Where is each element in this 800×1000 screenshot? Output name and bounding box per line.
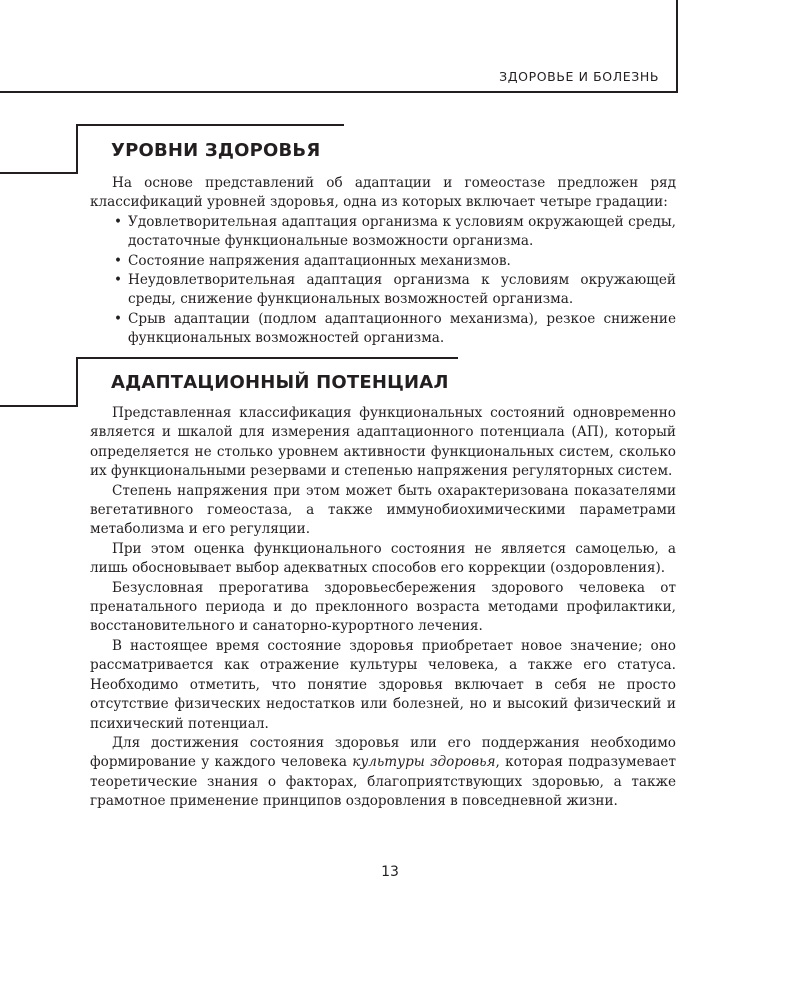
section-body [90, 174, 676, 349]
paragraph: Представленная классификация функциональных состояний одновременно является и шкалой для измерения адаптационного потенциала (АП), который определяется не столько уровнем активности функциональных систем, сколько их функциональными резервами и степенью напряжения регуляторных систем. [90, 405, 676, 480]
section-title: УРОВНИ ЗДОРОВЬЯ [111, 140, 321, 161]
paragraph: На основе представлений об адаптации и гомеостазе предложен ряд классификаций уровней здоровья, одна из которых включает четыре градации: [90, 175, 676, 211]
list-item: • Срыв адаптации (подлом адаптационного механизма), резкое снижение функциональных возможностей организма. [114, 310, 676, 347]
header-rule-vertical [676, 0, 678, 93]
paragraph: В настоящее время состояние здоровья приобретает новое значение; оно рассматривается как отражение культуры человека, а также его статуса. Необходимо отметить, что понятие здоровья включает в себя не просто отсутствие физических недостатков или болезней, но и высокий физический и психический потенциал. [90, 637, 676, 732]
bullet-icon: • [114, 310, 123, 327]
page-number: 13 [381, 864, 399, 880]
bullet-icon: • [114, 252, 123, 269]
list-item: • Неудовлетворительная адаптация организма к условиям окружающей среды, снижение функциональных возможностей организма. [114, 272, 676, 308]
paragraph: При этом оценка функционального состояния не является самоцелью, а лишь обосновывает выбор адекватных способов его коррекции (оздоровления). [90, 540, 676, 577]
section-title: АДАПТАЦИОННЫЙ ПОТЕНЦИАЛ [111, 372, 449, 393]
running-head: ЗДОРОВЬЕ И БОЛЕЗНЬ [499, 69, 659, 84]
paragraph: Безусловная прерогатива здоровьесбережения здорового человека от пренатального периода и до преклонного возраста методами профилактики, восстановительного и санаторно-курортного лечения. [90, 579, 676, 635]
bullet-list [90, 213, 676, 349]
paragraph: Для достижения состояния здоровья или его поддержания необходимо формирование у каждого человека культуры здоровья, которая подразумевает теоретические знания о факторах, благоприятствующих здоровью, а также грамотное применение принципов оздоровления в повседневной жизни. [90, 734, 676, 810]
list-item: • Удовлетворительная адаптация организма к условиям окружающей среды, достаточные функциональные возможности организма. [114, 213, 676, 250]
bullet-icon: • [114, 213, 123, 230]
bullet-icon: • [114, 272, 123, 289]
header-rule-horizontal [0, 91, 678, 93]
list-item: • Состояние напряжения адаптационных механизмов. [90, 252, 676, 271]
emphasis: культуры здоровья [352, 754, 496, 771]
section-body [90, 404, 676, 812]
paragraph: Степень напряжения при этом может быть охарактеризована показателями вегетативного гомеостаза, а также иммунобиохимическими параметрами метаболизма и его регуляции. [90, 482, 676, 538]
